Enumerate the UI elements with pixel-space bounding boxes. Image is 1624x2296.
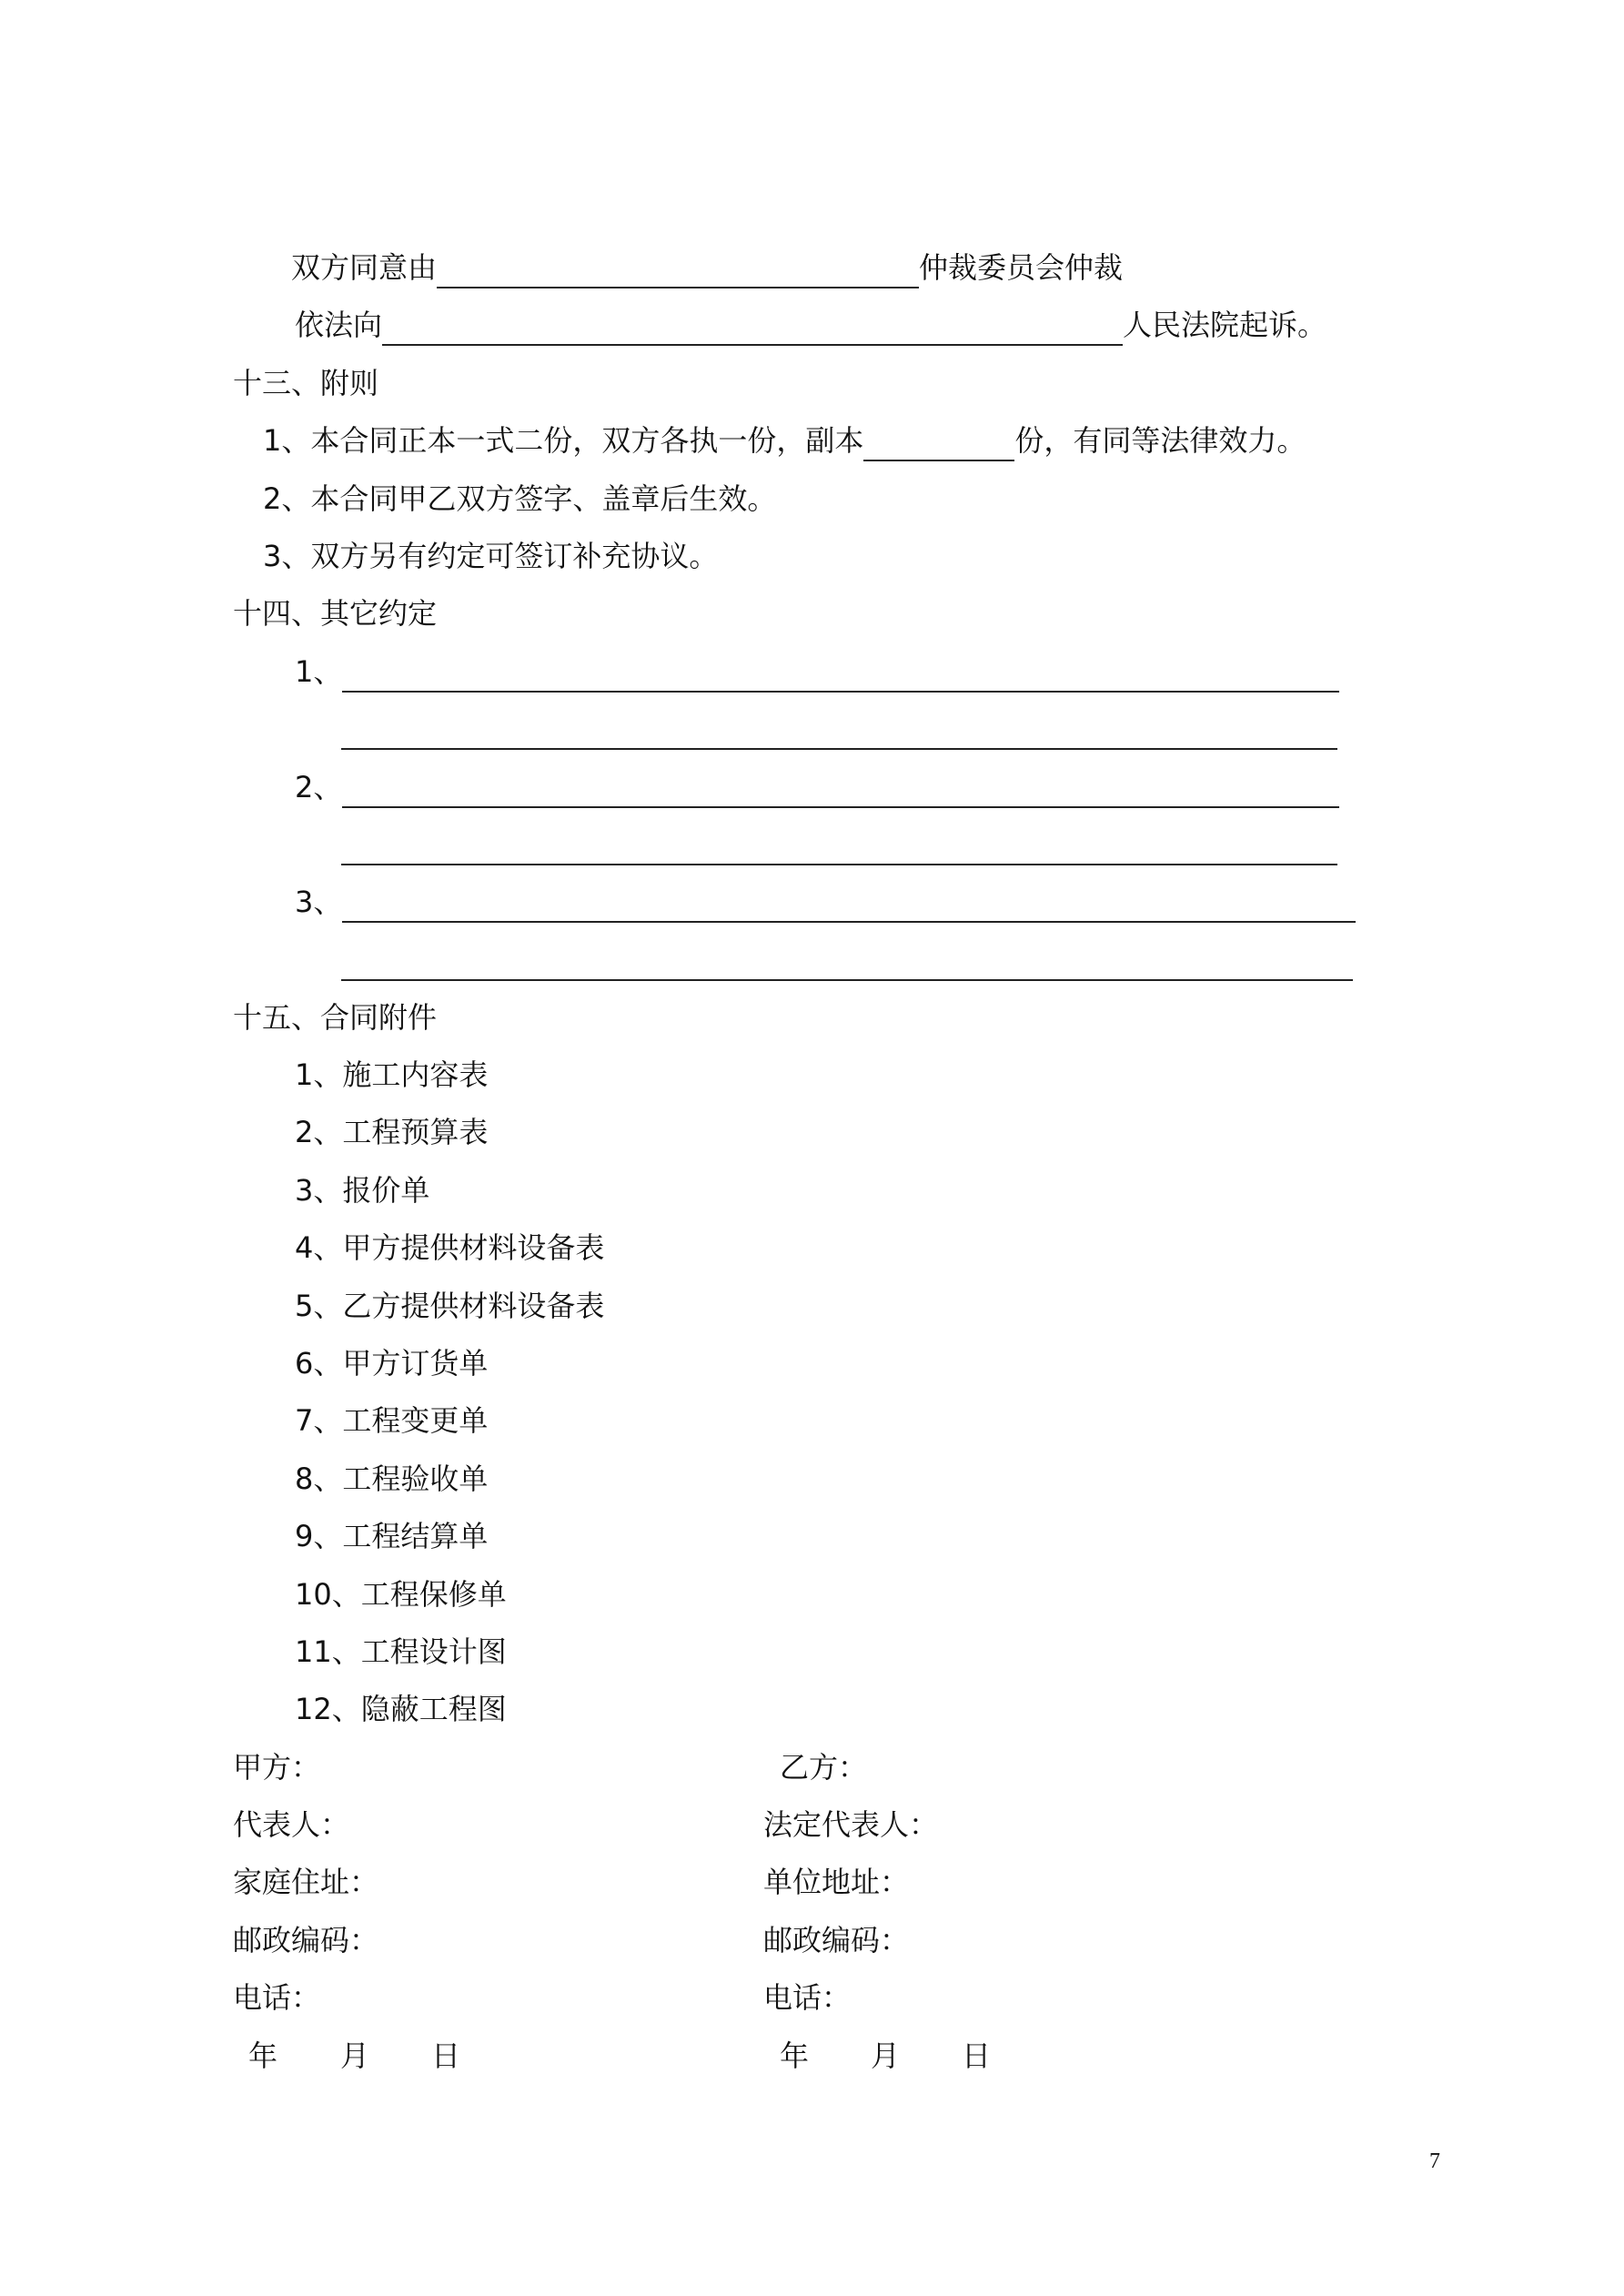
attachment-item: 2、工程预算表 xyxy=(295,1115,489,1150)
text: 仲裁委员会仲裁 xyxy=(919,250,1124,285)
text: 1、本合同正本一式二份，双方各执一份，副本 xyxy=(263,423,864,458)
text: 1、 xyxy=(295,654,343,689)
copies-blank[interactable] xyxy=(863,423,1014,461)
other-blank[interactable] xyxy=(342,885,1356,923)
other-item-2-cont xyxy=(341,816,1337,874)
party-b-label: 乙方： xyxy=(780,1750,868,1785)
text: 2、 xyxy=(295,770,343,804)
attachment-item: 10、工程保修单 xyxy=(295,1576,507,1612)
attachment-item: 6、甲方订货单 xyxy=(295,1346,489,1381)
attachment-item: 4、甲方提供材料设备表 xyxy=(295,1230,605,1266)
party-b-year: 年 xyxy=(780,2038,810,2073)
other-blank[interactable] xyxy=(342,654,1339,693)
attachment-item: 9、工程结算单 xyxy=(295,1519,489,1554)
party-a-rep: 代表人： xyxy=(233,1807,350,1842)
party-b-day: 日 xyxy=(962,2038,992,2073)
party-a-label: 甲方： xyxy=(233,1750,321,1785)
party-a-phone: 电话： xyxy=(233,1980,321,2015)
section13-item-2: 2、本合同甲乙双方签字、盖章后生效。 xyxy=(263,481,777,516)
attachment-item: 1、施工内容表 xyxy=(295,1057,489,1092)
party-a-postcode: 邮政编码： xyxy=(233,1923,379,1957)
attachment-item: 12、隐蔽工程图 xyxy=(295,1692,507,1727)
other-blank[interactable] xyxy=(341,712,1337,750)
attachment-item: 7、工程变更单 xyxy=(295,1403,489,1439)
text: 份，有同等法律效力。 xyxy=(1014,423,1306,458)
party-b-postcode: 邮政编码： xyxy=(763,1923,910,1957)
arbitration-blank[interactable] xyxy=(437,250,919,288)
section13-title: 十三、附则 xyxy=(233,366,379,400)
party-b-rep: 法定代表人： xyxy=(763,1807,939,1842)
party-a-address: 家庭住址： xyxy=(233,1865,379,1899)
section13-item-1 xyxy=(263,412,1306,470)
other-item-2 xyxy=(295,759,1339,816)
other-blank[interactable] xyxy=(341,943,1353,981)
party-a-year: 年 xyxy=(248,2038,278,2073)
attachment-item: 5、乙方提供材料设备表 xyxy=(295,1288,605,1323)
court-blank[interactable] xyxy=(382,308,1123,346)
other-blank[interactable] xyxy=(341,827,1337,865)
party-b-month: 月 xyxy=(871,2038,901,2073)
other-item-1 xyxy=(295,643,1339,701)
section14-title: 十四、其它约定 xyxy=(233,596,438,631)
other-item-3-cont xyxy=(341,932,1353,989)
section15-title: 十五、合同附件 xyxy=(233,1000,438,1035)
party-b-phone: 电话： xyxy=(763,1980,852,2015)
lawsuit-clause xyxy=(295,297,1326,354)
text: 人民法院起诉。 xyxy=(1123,308,1327,342)
party-a-month: 月 xyxy=(340,2038,370,2073)
attachment-item: 3、报价单 xyxy=(295,1172,430,1208)
other-item-3 xyxy=(295,874,1356,931)
other-blank[interactable] xyxy=(342,770,1339,808)
text: 双方同意由 xyxy=(291,250,438,285)
arbitration-clause xyxy=(291,239,1123,297)
party-a-day: 日 xyxy=(431,2038,461,2073)
party-b-address: 单位地址： xyxy=(763,1865,910,1899)
text: 依法向 xyxy=(295,308,383,342)
section13-item-3: 3、双方另有约定可签订补充协议。 xyxy=(263,539,719,573)
attachment-item: 8、工程验收单 xyxy=(295,1461,489,1496)
attachment-item: 11、工程设计图 xyxy=(295,1634,507,1669)
other-item-1-cont xyxy=(341,701,1337,758)
text: 3、 xyxy=(295,885,343,919)
page-number: 7 xyxy=(1429,2149,1440,2173)
